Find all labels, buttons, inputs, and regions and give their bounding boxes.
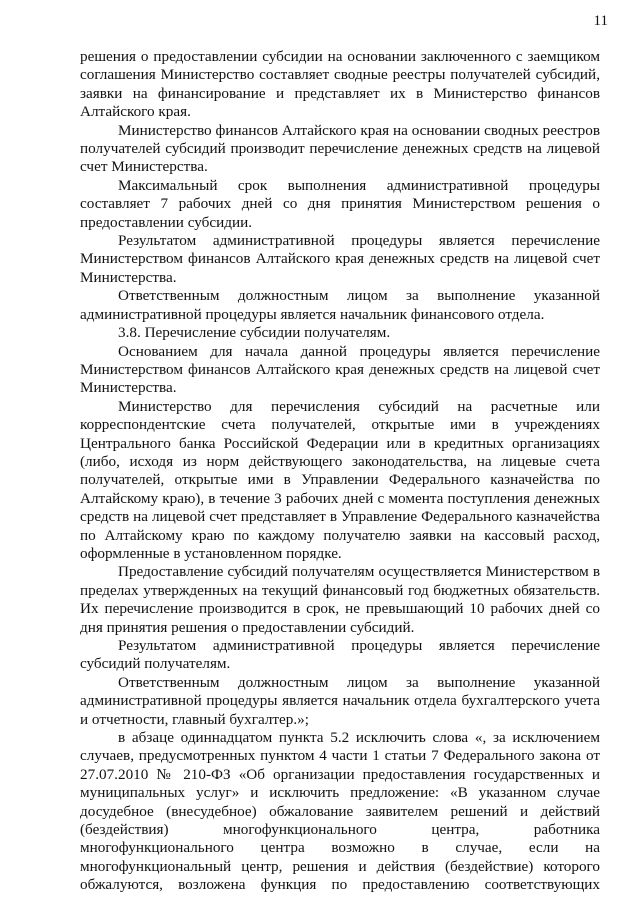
paragraph: Предоставление субсидий получателям осуществляется Министерством в пределах утвержденных на текущий финансовый год бюджетных обязательств. Их перечисление производится в срок, не превышающий 10 рабочих дней со дня принятия решения о предоставлении субсидий. bbox=[80, 563, 600, 636]
document-body bbox=[80, 48, 600, 895]
paragraph: Министерство финансов Алтайского края на основании сводных реестров получателей субсидий производит перечисление денежных средств на лицевой счет Министерства. bbox=[80, 121, 600, 176]
section-heading: 3.8. Перечисление субсидии получателям. bbox=[118, 324, 391, 342]
paragraph: Ответственным должностным лицом за выполнение указанной административной процедуры является начальник отдела бухгалтерского учета и отчетности, главный бухгалтер.»; bbox=[80, 673, 600, 728]
paragraph: Результатом административной процедуры является перечисление субсидий получателям. bbox=[80, 637, 600, 673]
paragraph: Результатом административной процедуры является перечисление Министерством финансов Алтайского края денежных средств на лицевой счет Министерства. bbox=[80, 232, 600, 286]
paragraph: решения о предоставлении субсидии на основании заключенного с заемщиком соглашения Министерство составляет сводные реестры получателей субсидий, заявки на финансирование и представляет их в Министерство финансов Алтайского края. bbox=[80, 48, 600, 121]
page-number: 11 bbox=[593, 13, 608, 29]
paragraph: Министерство для перечисления субсидий на расчетные или корреспондентские счета получателей, открытые ими в учреждениях Центрального банка Российской Федерации или в кредитных организациях (либо, исходя из норм действующего законодательства, на лицевые счета получателей, открытые ими в Управлении Федерального казначейства по Алтайскому краю), в течение 3 рабочих дней с момента поступления денежных средств на лицевой счет представляет в Управление Федерального казначейства по Алтайскому краю по каждому получателю заявки на кассовый расход, оформленные в установленном порядке. bbox=[80, 397, 600, 562]
paragraph: в абзаце одиннадцатом пункта 5.2 исключить слова «, за исключением случаев, предусмотренных пунктом 4 части 1 статьи 7 Федерального закона от 27.07.2010 № 210-ФЗ «Об организации предоставления государственных и муниципальных услуг» и исключить предложение: «В указанном случае досудебное (внесудебное) обжалование заявителем решений и действий (бездействия) многофункционального центра, работника многофункционального центра возможно в случае, если на многофункциональный центр, решения и действия (бездействие) которого обжалуются, возложена функция по предоставлению соответствующих bbox=[80, 729, 600, 894]
paragraph: Основанием для начала данной процедуры является перечисление Министерством финансов Алтайского края денежных средств на лицевой счет Министерства. bbox=[80, 342, 600, 397]
paragraph: Ответственным должностным лицом за выполнение указанной административной процедуры является начальник финансового отдела. bbox=[80, 287, 600, 323]
paragraph: Максимальный срок выполнения административной процедуры составляет 7 рабочих дней со дня принятия Министерством решения о предоставлении субсидии. bbox=[80, 176, 600, 231]
